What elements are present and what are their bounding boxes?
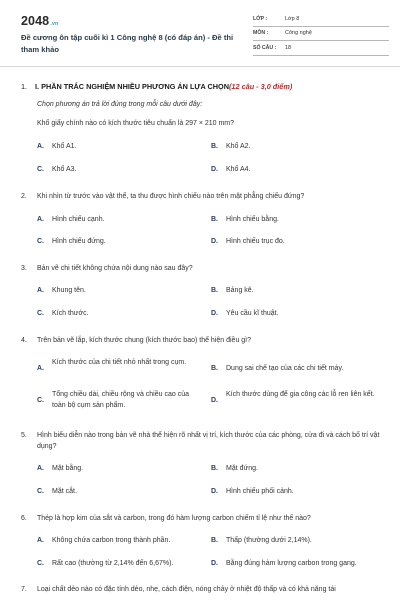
option-text: Không chứa carbon trong thành phần. [52,537,171,544]
option-letter: B. [211,143,218,150]
question-text: Khổ giấy chính nào có kích thước tiêu chuẩn là 297 × 210 mm? [37,120,235,127]
meta-row-class [253,12,389,27]
question-number: 4. [21,337,27,344]
section-subtitle: (12 câu - 3,0 điểm) [229,82,293,91]
answer-option[interactable] [211,236,381,247]
site-logo[interactable] [21,14,58,28]
option-text: Kích thước. [52,310,89,317]
option-text: Hình chiếu bằng. [226,216,279,223]
option-letter: A. [37,143,44,150]
option-letter: B. [211,537,218,544]
question-number: 7. [21,586,27,593]
answer-option[interactable] [37,389,197,411]
option-letter: A. [37,216,44,223]
answer-option[interactable] [211,463,381,474]
option-letter: D. [211,397,218,404]
option-text: Tổng chiều dài, chiều rộng và chiều cao của toàn bộ cụm sản phẩm. [52,391,189,410]
question-text: Thép là hợp kim của sắt và carbon, trong đó hàm lượng carbon chiếm tỉ lệ như thế nào? [37,515,311,522]
question-text: Trên bản vẽ lắp, kích thước chung (kích thước bao) thể hiện điều gì? [37,337,252,344]
option-letter: A. [37,365,44,372]
option-text: Hình chiếu phối cảnh. [226,488,294,495]
option-text: Khổ A4. [226,166,251,173]
answer-option[interactable] [211,535,386,546]
answer-option[interactable] [37,236,197,247]
option-text: Yêu cầu kĩ thuật. [226,310,279,317]
question [21,191,381,202]
question-text: Hình biểu diễn nào trong bản vẽ nhà thể hiện rõ nhất vị trí, kích thước của các phòng, cửa đi và cách bố trí vật dụng? [37,432,380,451]
question [21,513,381,524]
document-title: Đề cương ôn tập cuối kì 1 Công nghệ 8 (có đáp án) - Đề thi tham khảo [21,33,234,54]
answer-option[interactable] [211,164,381,175]
option-letter: B. [211,287,218,294]
question-text: Loại chất dẻo nào có đặc tính dẻo, nhẹ, cách điện, nóng chảy ở nhiệt độ thấp và có khả năng tái [37,586,336,593]
meta-label: MÔN : [253,30,269,37]
question-text: Bản vẽ chi tiết không chứa nội dung nào sau đây? [37,265,193,272]
section-title: I. PHẦN TRẮC NGHIỆM NHIỀU PHƯƠNG ÁN LỰA CHỌN [35,82,229,91]
question [21,584,389,595]
section-instruction: Chọn phương án trả lời đúng trong mỗi câu dưới đây: [37,101,203,108]
meta-label: SỐ CÂU : [253,44,277,51]
option-letter: B. [211,216,218,223]
answer-option[interactable] [37,141,197,152]
option-letter: C. [37,560,44,567]
option-text: Mặt đứng. [226,465,258,472]
option-letter: C. [37,238,44,245]
document-header [0,0,400,66]
meta-table [253,12,389,56]
option-letter: C. [37,397,44,404]
answer-option[interactable] [211,214,381,225]
option-text: Khổ A3. [52,166,77,173]
answer-option[interactable] [37,463,197,474]
option-letter: C. [37,310,44,317]
question [21,263,381,274]
logo-main: 2048 [21,14,50,28]
option-text: Khổ A1. [52,143,77,150]
question-number: 5. [21,432,27,439]
section-heading [21,82,292,91]
option-letter: D. [211,310,218,317]
question [21,430,381,452]
option-text: Kích thước dùng để gia công các lỗ ren liên kết. [226,391,375,398]
answer-option[interactable] [211,486,381,497]
option-letter: C. [37,166,44,173]
answer-option[interactable] [37,164,197,175]
section-number: 1. [21,82,28,91]
option-letter: D. [211,488,218,495]
option-text: Hình chiếu trục đo. [226,238,285,245]
option-letter: A. [37,287,44,294]
option-text: Khổ A2. [226,143,251,150]
question-number [21,118,37,129]
question [21,118,381,129]
option-text: Rất cao (thường từ 2,14% đến 6,67%). [52,560,174,567]
question-number: 6. [21,515,27,522]
question-number: 3. [21,265,27,272]
question-number: 2. [21,193,27,200]
question [21,335,381,346]
answer-option[interactable] [37,357,197,374]
answer-option[interactable] [37,535,207,546]
option-letter: A. [37,537,44,544]
option-text: Hình chiếu cạnh. [52,216,105,223]
option-text: Mặt cắt. [52,488,77,495]
option-letter: A. [37,465,44,472]
logo-suffix: .vn [50,21,59,27]
option-letter: D. [211,166,218,173]
answer-option[interactable] [211,363,381,374]
option-text: Bảng kê. [226,287,254,294]
meta-value: Công nghệ [285,30,312,37]
answer-option[interactable] [37,308,197,319]
meta-row-count [253,41,389,56]
header-divider [0,66,400,67]
option-text: Dung sai chế tạo của các chi tiết máy. [226,365,344,372]
option-text: Bằng đúng hàm lượng carbon trong gang. [226,560,357,567]
option-letter: D. [211,560,218,567]
answer-option[interactable] [211,308,381,319]
answer-option[interactable] [37,558,207,569]
option-letter: B. [211,365,218,372]
answer-option[interactable] [211,389,381,406]
option-text: Mặt bằng. [52,465,84,472]
answer-option[interactable] [211,558,391,569]
option-text: Kích thước của chi tiết nhỏ nhất trong cụm. [52,359,187,366]
option-text: Thấp (thường dưới 2,14%). [226,537,312,544]
option-letter: B. [211,465,218,472]
answer-option[interactable] [37,285,197,296]
answer-option[interactable] [37,486,197,497]
question-text: Khi nhìn từ trước vào vật thể, ta thu được hình chiếu nào trên mặt phẳng chiếu đứng? [37,193,305,200]
answer-option[interactable] [211,285,381,296]
option-text: Hình chiếu đứng. [52,238,106,245]
meta-row-subject [253,27,389,42]
meta-value: 18 [285,44,292,51]
option-letter: C. [37,488,44,495]
answer-option[interactable] [211,141,381,152]
meta-value: Lớp 8 [285,15,300,22]
meta-label: LỚP : [253,15,268,22]
answer-option[interactable] [37,214,197,225]
option-letter: D. [211,238,218,245]
option-text: Khung tên. [52,287,86,294]
